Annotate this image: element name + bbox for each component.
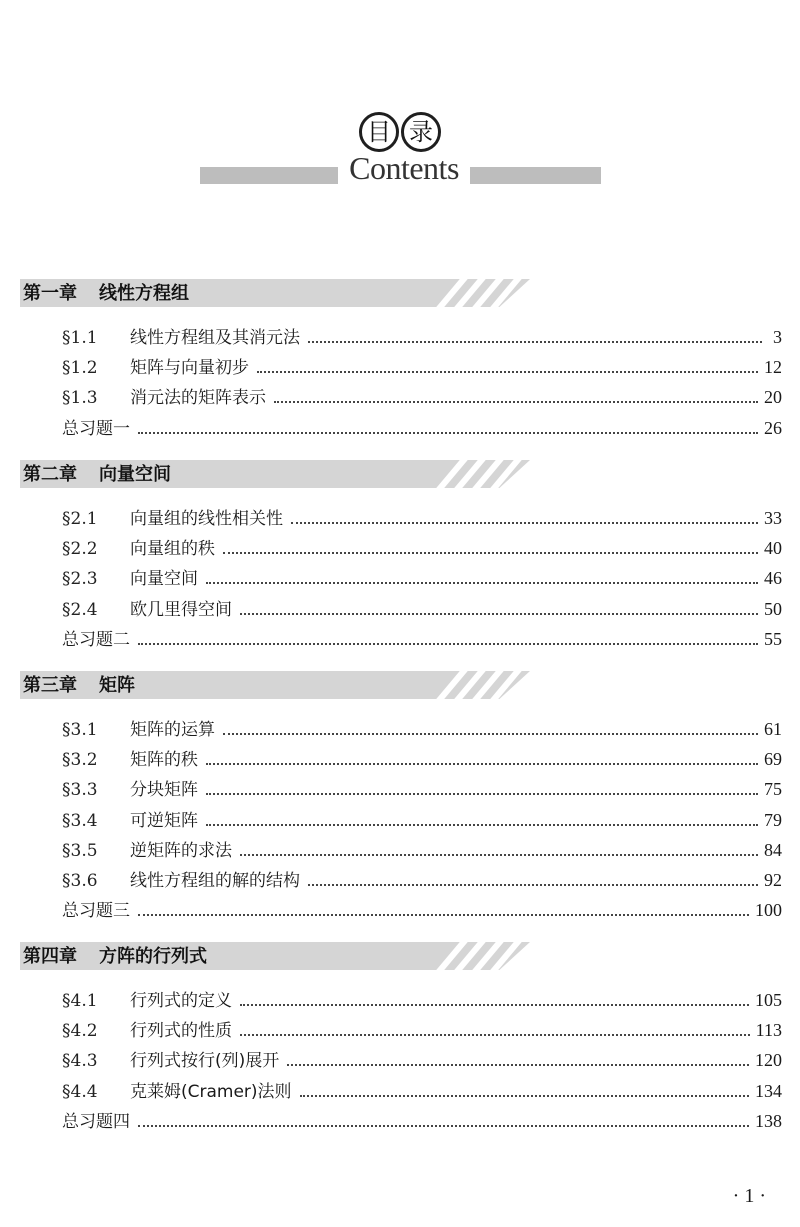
section-entry[interactable] xyxy=(0,746,800,772)
section-title: 向量空间 xyxy=(130,569,198,589)
dot-leader xyxy=(240,1004,749,1006)
section-number: §2.1 xyxy=(62,509,98,529)
heading-char-circle: 录 xyxy=(401,112,441,152)
dot-leader xyxy=(138,643,758,645)
dot-leader xyxy=(291,522,758,524)
review-title: 总习题三 xyxy=(62,901,130,921)
section-number: §3.6 xyxy=(62,871,98,891)
section-entry[interactable] xyxy=(0,354,800,380)
dot-leader xyxy=(138,914,749,916)
page-ref: 100 xyxy=(755,900,782,920)
section-entry[interactable] xyxy=(0,776,800,802)
section-entry[interactable] xyxy=(0,716,800,742)
section-number: §2.4 xyxy=(62,600,98,620)
review-title: 总习题二 xyxy=(62,630,130,650)
page-ref: 55 xyxy=(764,629,782,649)
section-title: 矩阵的秩 xyxy=(130,750,198,770)
chapter-number: 第一章 xyxy=(23,283,77,304)
section-title: 矩阵的运算 xyxy=(130,720,215,740)
section-entry[interactable] xyxy=(0,324,800,350)
section-entry[interactable] xyxy=(0,1017,800,1043)
dot-leader xyxy=(240,854,758,856)
section-number: §3.3 xyxy=(62,780,98,800)
chapter-number: 第四章 xyxy=(23,946,77,967)
chapter-number: 第三章 xyxy=(23,675,77,696)
review-entry[interactable] xyxy=(0,415,800,441)
chapter-title: 矩阵 xyxy=(99,675,135,696)
page-ref: 84 xyxy=(764,840,782,860)
dot-leader xyxy=(274,401,758,403)
page-ref: 79 xyxy=(764,810,782,830)
page-ref: 40 xyxy=(764,538,782,558)
dot-leader xyxy=(240,1034,750,1036)
section-number: §1.1 xyxy=(62,328,98,348)
chapter-title: 线性方程组 xyxy=(99,283,189,304)
page-ref: 105 xyxy=(755,990,782,1010)
page-ref: 26 xyxy=(764,418,782,438)
section-entry[interactable] xyxy=(0,1047,800,1073)
page-ref: 92 xyxy=(764,870,782,890)
section-entry[interactable] xyxy=(0,565,800,591)
section-entry[interactable] xyxy=(0,1078,800,1104)
section-number: §3.4 xyxy=(62,811,98,831)
section-title: 向量组的秩 xyxy=(130,539,215,559)
dot-leader xyxy=(300,1095,749,1097)
page-ref: 75 xyxy=(764,779,782,799)
section-entry[interactable] xyxy=(0,535,800,561)
dot-leader xyxy=(206,793,758,795)
section-title: 线性方程组的解的结构 xyxy=(130,871,300,891)
toc-heading xyxy=(0,112,800,152)
section-entry[interactable] xyxy=(0,987,800,1013)
section-title: 矩阵与向量初步 xyxy=(130,358,249,378)
section-title: 行列式的性质 xyxy=(130,1021,232,1041)
section-title: 消元法的矩阵表示 xyxy=(130,388,266,408)
review-title: 总习题一 xyxy=(62,419,130,439)
chapter-title: 向量空间 xyxy=(99,464,171,485)
review-title: 总习题四 xyxy=(62,1112,130,1132)
page-ref: 46 xyxy=(764,568,782,588)
review-entry[interactable] xyxy=(0,626,800,652)
page-ref: 113 xyxy=(755,1020,782,1040)
chapter-number: 第二章 xyxy=(23,464,77,485)
review-entry[interactable] xyxy=(0,897,800,923)
section-entry[interactable] xyxy=(0,596,800,622)
dot-leader xyxy=(206,763,758,765)
dot-leader xyxy=(308,884,758,886)
page-ref: 50 xyxy=(764,599,782,619)
page-ref: 3 xyxy=(773,327,782,347)
section-entry[interactable] xyxy=(0,384,800,410)
dot-leader xyxy=(206,824,758,826)
section-title: 克莱姆(Cramer)法则 xyxy=(130,1082,292,1102)
section-title: 行列式按行(列)展开 xyxy=(130,1051,280,1071)
section-title: 线性方程组及其消元法 xyxy=(130,328,300,348)
chapter-title: 方阵的行列式 xyxy=(99,946,207,967)
section-title: 逆矩阵的求法 xyxy=(130,841,232,861)
section-number: §1.3 xyxy=(62,388,98,408)
section-number: §2.2 xyxy=(62,539,98,559)
section-entry[interactable] xyxy=(0,505,800,531)
dot-leader xyxy=(287,1064,749,1066)
page-ref: 134 xyxy=(755,1081,782,1101)
dot-leader xyxy=(138,1125,749,1127)
section-number: §3.2 xyxy=(62,750,98,770)
review-entry[interactable] xyxy=(0,1108,800,1134)
section-title: 行列式的定义 xyxy=(130,991,232,1011)
dot-leader xyxy=(223,733,758,735)
section-number: §1.2 xyxy=(62,358,98,378)
heading-bar-left xyxy=(200,167,338,184)
page-ref: 33 xyxy=(764,508,782,528)
section-title: 可逆矩阵 xyxy=(130,811,198,831)
contents-subtitle: Contents xyxy=(349,150,459,186)
section-entry[interactable] xyxy=(0,867,800,893)
page-ref: 12 xyxy=(764,357,782,377)
page-ref: 69 xyxy=(764,749,782,769)
section-number: §3.1 xyxy=(62,720,98,740)
page-ref: 138 xyxy=(755,1111,782,1131)
page-ref: 20 xyxy=(764,387,782,407)
dot-leader xyxy=(223,552,758,554)
section-entry[interactable] xyxy=(0,807,800,833)
section-title: 欧几里得空间 xyxy=(130,600,232,620)
section-number: §4.3 xyxy=(62,1051,98,1071)
dot-leader xyxy=(308,341,762,343)
section-entry[interactable] xyxy=(0,837,800,863)
section-number: §4.4 xyxy=(62,1082,98,1102)
heading-char-circle: 目 xyxy=(359,112,399,152)
heading-bar-right xyxy=(470,167,601,184)
page-number: · 1 · xyxy=(732,1185,766,1207)
dot-leader xyxy=(206,582,758,584)
section-number: §4.1 xyxy=(62,991,98,1011)
section-title: 分块矩阵 xyxy=(130,780,198,800)
dot-leader xyxy=(138,432,758,434)
dot-leader xyxy=(240,613,758,615)
section-number: §3.5 xyxy=(62,841,98,861)
section-number: §2.3 xyxy=(62,569,98,589)
page-ref: 61 xyxy=(764,719,782,739)
section-title: 向量组的线性相关性 xyxy=(130,509,283,529)
section-number: §4.2 xyxy=(62,1021,98,1041)
page-ref: 120 xyxy=(755,1050,782,1070)
dot-leader xyxy=(257,371,758,373)
